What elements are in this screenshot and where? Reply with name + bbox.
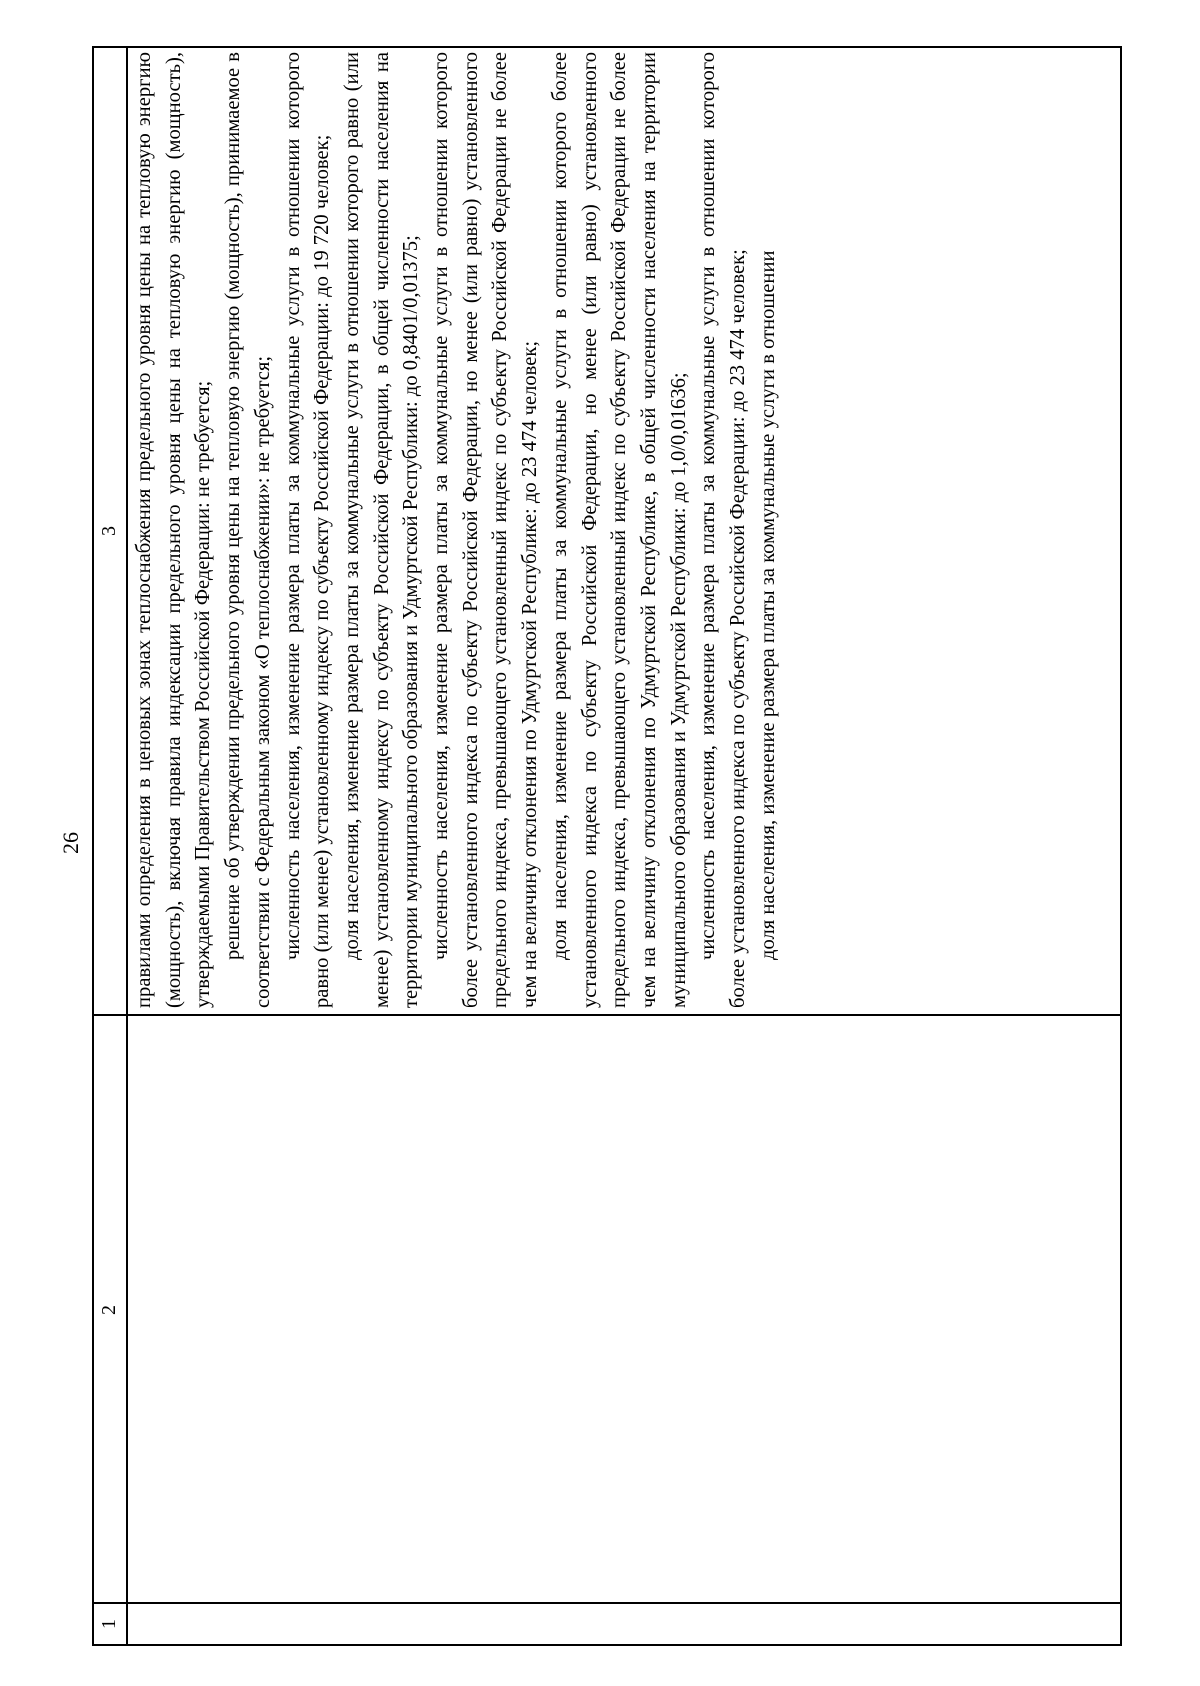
header-cell-1: 1 xyxy=(98,1619,120,1629)
paragraph: решение об утверждении предельного уровня цены на тепловую энергию (мощность), принимаемое в соответствии с Федеральным законом «О теплоснабжении»: не требуется; xyxy=(222,52,274,1008)
paragraph: численность населения, изменение размера платы за коммунальные услуги в отношении которого равно (или менее) установленному индексу по субъекту Российской Федерации: до 19 720 человек; xyxy=(281,52,334,1008)
paragraph: численность населения, изменение размера платы за коммунальные услуги в отношении которого более установленного индекса по субъекту Российской Федерации, но менее (или равно) установленного предельного индекса, превышающего установленный индекс по субъекту Российской Федерации не более чем на величину отклонения по Удмуртской Республике: до 23 474 человек; xyxy=(430,52,542,1008)
table-header-row xyxy=(94,48,128,1644)
document-table xyxy=(92,46,1122,1646)
column-3-content xyxy=(130,52,783,1008)
paragraph: доля населения, изменение размера платы за коммунальные услуги в отношении которого более установленного индекса по субъекту Российской Федерации, но менее (или равно) установленного предельного индекса, превышающего установленный индекс по субъекту Российской Федерации не более чем на величину отклонения по Удмуртской Республике, в общей численности населения на территории муниципального образования и Удмуртской Республики: до 1,0/0,01636; xyxy=(548,52,690,1008)
paragraph: правилами определения в ценовых зонах теплоснабжения предельного уровня цены на тепловую энергию (мощность), включая правила индексации предельного уровня цены на тепловую энергию (мощность), утверждаемыми Правительством Российской Федерации: не требуется; xyxy=(133,52,215,1008)
column-divider xyxy=(94,1602,1120,1604)
paragraph: доля населения, изменение размера платы за коммунальные услуги в отношении xyxy=(756,250,779,960)
header-cell-3: 3 xyxy=(98,526,120,536)
page-number: 26 xyxy=(58,832,83,854)
column-divider xyxy=(94,1014,1120,1016)
paragraph: доля населения, изменение размера платы за коммунальные услуги в отношении которого равно (или менее) установленному индексу по субъекту Российской Федерации, в общей численности населения на территории муниципального образования и Удмуртской Республики: до 0,8401/0,01375; xyxy=(340,52,423,1008)
paragraph: численность населения, изменение размера платы за коммунальные услуги в отношении которого более установленного индекса по субъекту Российской Федерации: до 23 474 человек; xyxy=(697,52,750,1008)
header-cell-2: 2 xyxy=(98,1305,120,1315)
